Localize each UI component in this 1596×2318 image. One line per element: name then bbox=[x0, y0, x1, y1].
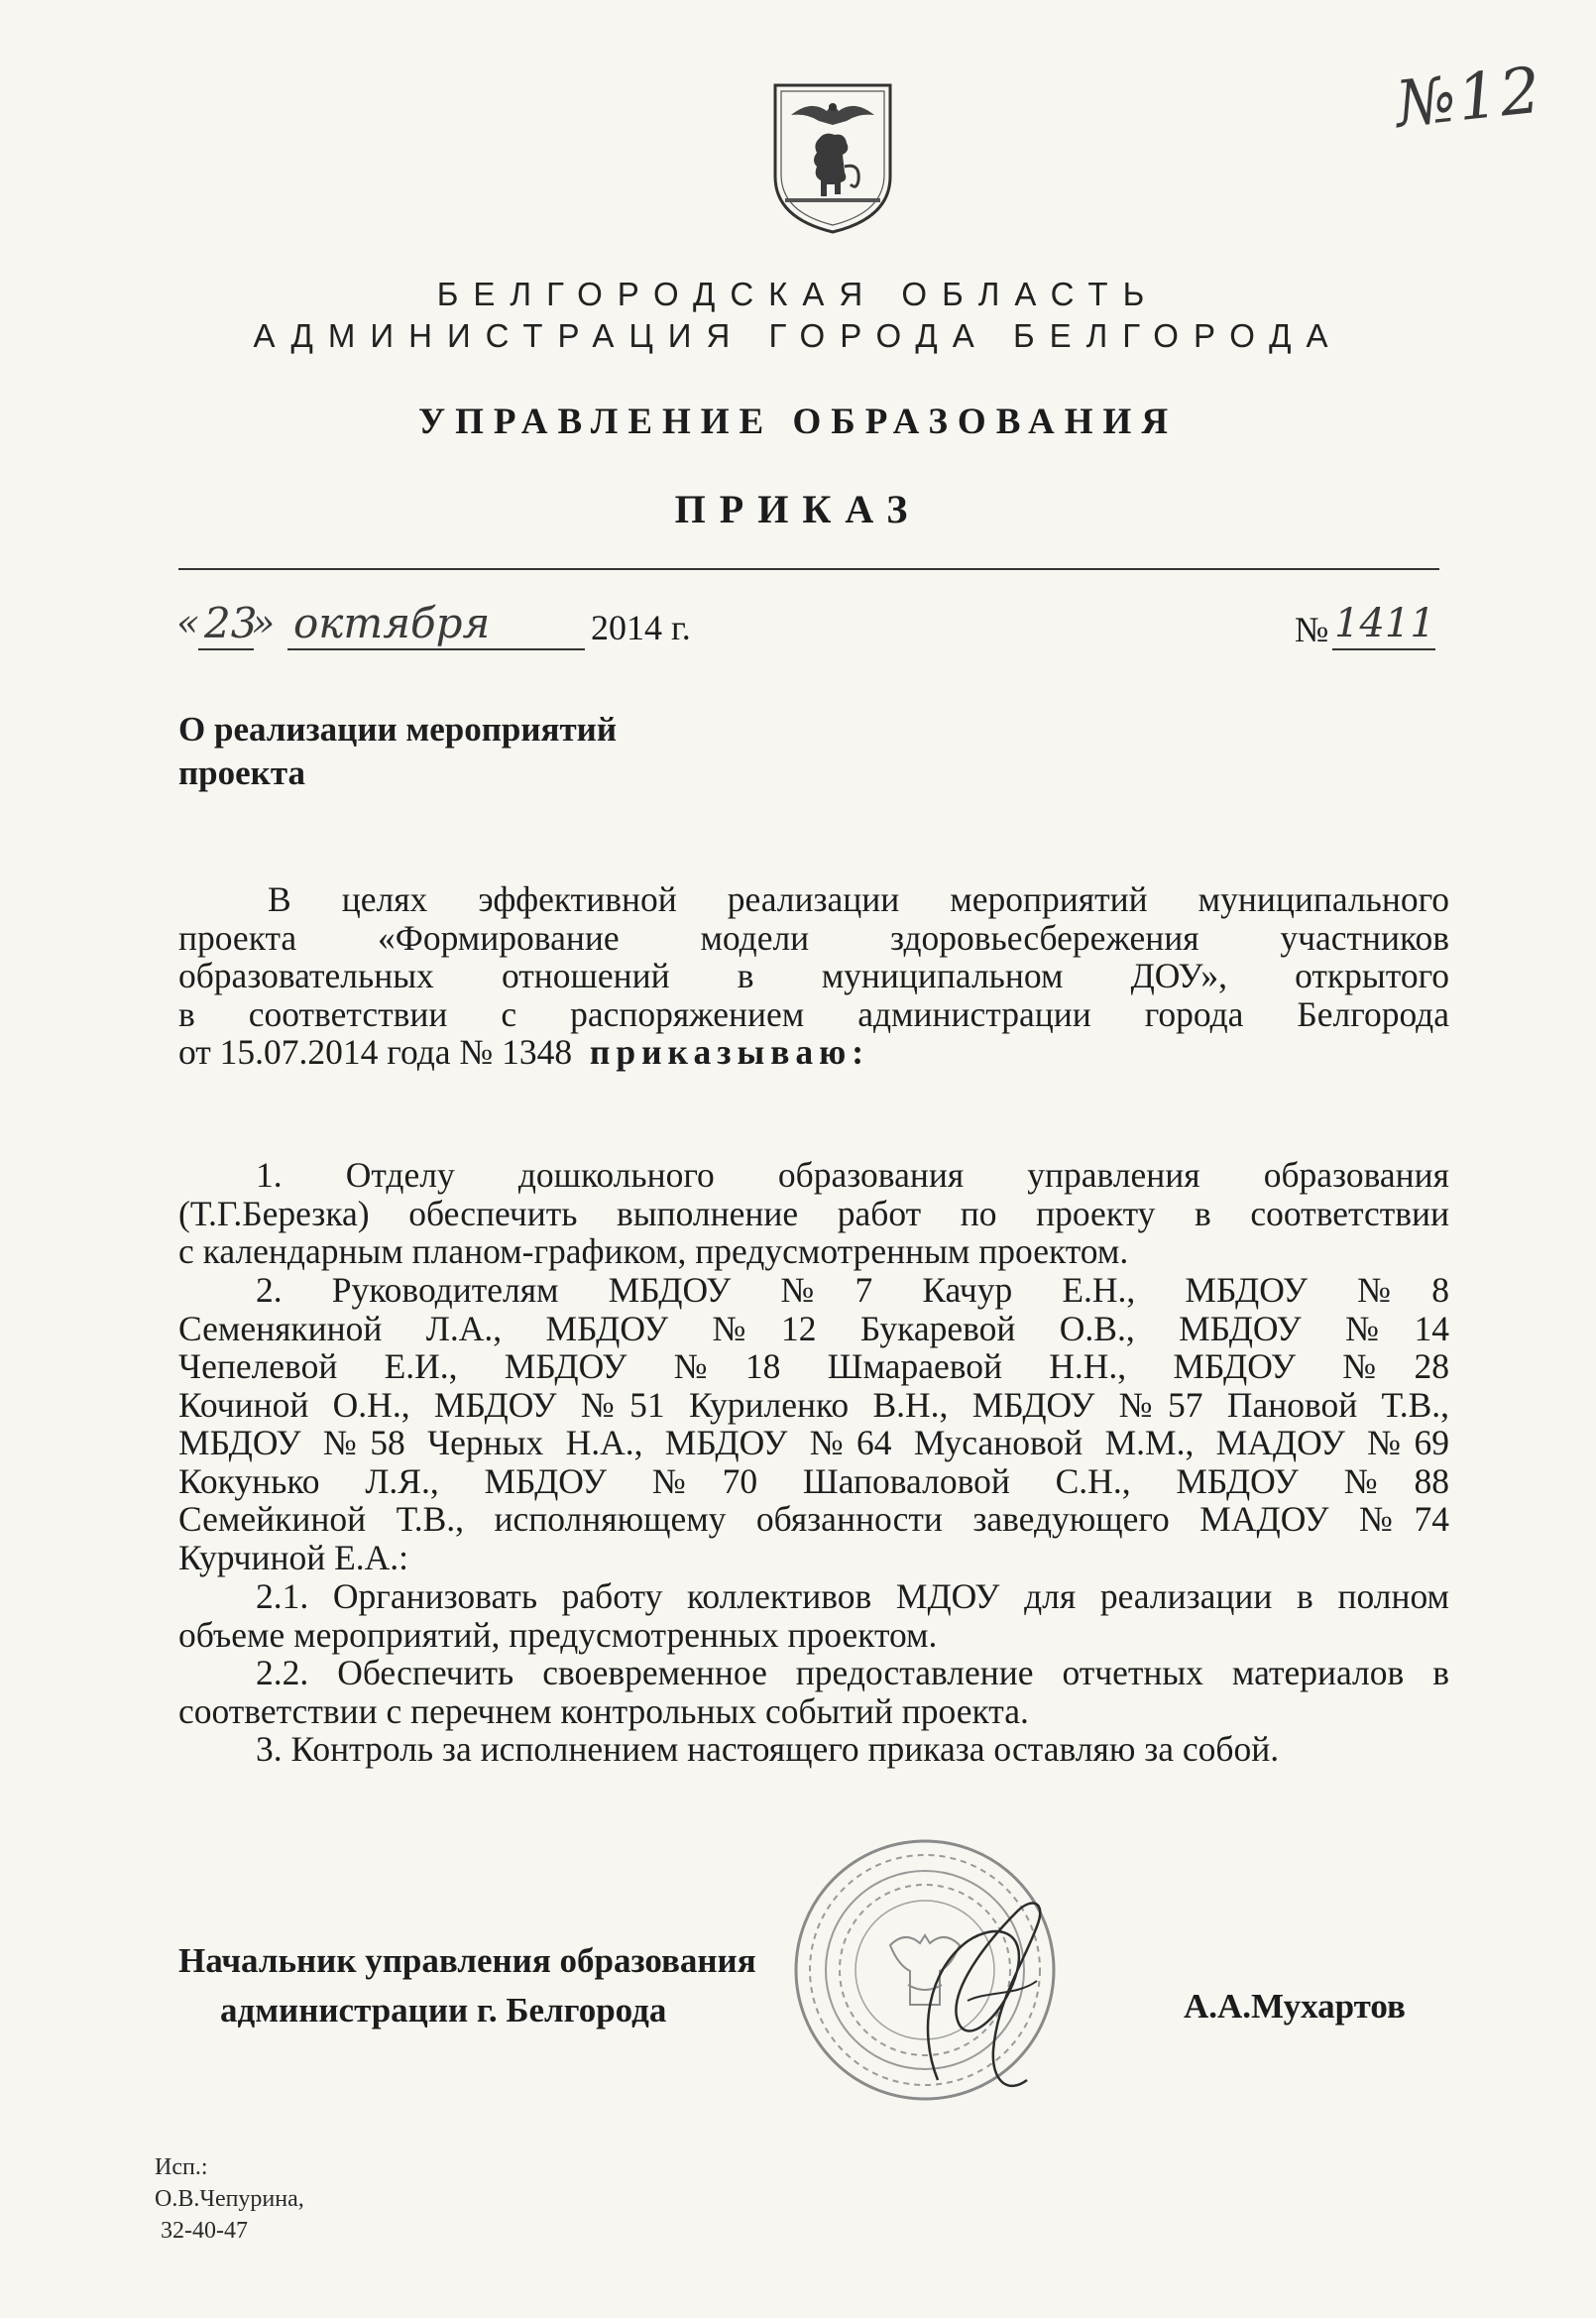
executor-label: Исп.: bbox=[155, 2154, 208, 2180]
item-line: 3. Контроль за исполнением настоящего приказа оставляю за собой. bbox=[256, 1729, 1280, 1769]
item-line: объеме мероприятий, предусмотренных проектом. bbox=[178, 1614, 938, 1655]
preamble-line: образовательных отношений в муниципальном ДОУ», открытого bbox=[178, 956, 1449, 995]
header-administration: АДМИНИСТРАЦИЯ ГОРОДА БЕЛГОРОДА bbox=[253, 317, 1343, 354]
header-region: БЕЛГОРОДСКАЯ ОБЛАСТЬ bbox=[436, 276, 1160, 312]
date-open-quote: « bbox=[176, 601, 200, 644]
item-line: (Т.Г.Березка) обеспечить выполнение работ по проекту в соответствии bbox=[178, 1193, 1449, 1233]
date-number-line bbox=[176, 601, 1445, 660]
signatory-name: А.А.Мухартов bbox=[1184, 1987, 1406, 2026]
order-number-underline bbox=[1332, 648, 1435, 650]
item-line: МБДОУ №58 Черных Н.А., МБДОУ №64 Мусановой М.М., МАДОУ №69 bbox=[178, 1423, 1449, 1462]
preamble-reference: от 15.07.2014 года № 1348 bbox=[178, 1032, 573, 1072]
order-word: приказываю: bbox=[589, 1032, 870, 1072]
date-month: октября bbox=[293, 599, 491, 647]
item-line: соответствии с перечнем контрольных событий проекта. bbox=[178, 1690, 1029, 1731]
item-2 bbox=[178, 1271, 1449, 1576]
subject-line: проекта bbox=[178, 753, 305, 792]
date-month-underline bbox=[287, 648, 585, 650]
signatory-title-line: Начальник управления образования bbox=[178, 1941, 756, 1980]
header-department: УПРАВЛЕНИЕ ОБРАЗОВАНИЯ bbox=[417, 402, 1179, 442]
item-line: Курчиной Е.А.: bbox=[178, 1537, 409, 1577]
order-number-sign: № bbox=[1295, 610, 1329, 649]
item-1 bbox=[178, 1156, 1449, 1271]
header-divider bbox=[178, 568, 1439, 570]
subject-line: О реализации мероприятий bbox=[178, 710, 617, 749]
item-line: Кокунько Л.Я., МБДОУ №70 Шаповаловой С.Н., МБДОУ №88 bbox=[178, 1460, 1449, 1501]
preamble bbox=[178, 880, 1449, 1072]
item-line: 2.1. Организовать работу коллективов МДОУ для реализации в полном bbox=[256, 1576, 1449, 1616]
item-line: Чепелевой Е.И., МБДОУ №18 Шмараевой Н.Н., МБДОУ №28 bbox=[178, 1346, 1449, 1386]
signatory-title bbox=[178, 1936, 756, 2035]
date-day-underline bbox=[198, 648, 254, 650]
order-number: 1411 bbox=[1334, 601, 1435, 646]
item-line: 2. Руководителям МБДОУ №7 Качур Е.Н., МБДОУ №8 bbox=[256, 1270, 1449, 1310]
item-line: Семейкиной Т.В., исполняющему обязанности заведующего МАДОУ №74 bbox=[178, 1499, 1449, 1539]
preamble-line: в соответствии с распоряжением администрации города Белгорода bbox=[178, 993, 1449, 1034]
document-type-title: ПРИКАЗ bbox=[674, 487, 922, 531]
item-3 bbox=[178, 1730, 1449, 1769]
item-line: Семенякиной Л.А., МБДОУ №12 Букаревой О.В., МБДОУ №14 bbox=[178, 1308, 1449, 1348]
executor-block bbox=[155, 2151, 304, 2247]
item-2-2 bbox=[178, 1654, 1449, 1730]
item-2-1 bbox=[178, 1577, 1449, 1654]
item-line: с календарным планом-графиком, предусмотренным проектом. bbox=[178, 1231, 1129, 1271]
order-subject bbox=[178, 708, 617, 795]
preamble-line: проекта «Формирование модели здоровьесбережения участников bbox=[178, 917, 1449, 958]
date-day: 23 bbox=[204, 599, 258, 647]
signature-scribble-icon bbox=[898, 1882, 1067, 2110]
signatory-title-line: администрации г. Белгорода bbox=[220, 1991, 667, 2029]
item-line: 2.2. Обеспечить своевременное предоставление отчетных материалов в bbox=[256, 1653, 1449, 1692]
executor-phone: 32-40-47 bbox=[161, 2218, 248, 2244]
handwritten-note: №12 bbox=[1392, 54, 1546, 143]
item-line: Кочиной О.Н., МБДОУ №51 Куриленко В.Н., МБДОУ №57 Пановой Т.В., bbox=[178, 1384, 1449, 1425]
date-year: 2014 г. bbox=[591, 608, 691, 647]
preamble-line bbox=[178, 1033, 1449, 1072]
date-close-quote: » bbox=[252, 601, 276, 644]
coat-of-arms-icon bbox=[771, 81, 894, 236]
executor-name: О.В.Чепурина, bbox=[155, 2186, 304, 2212]
preamble-line: В целях эффективной реализации мероприятий муниципального bbox=[268, 879, 1449, 919]
item-line: 1. Отделу дошкольного образования управления образования bbox=[256, 1155, 1449, 1195]
